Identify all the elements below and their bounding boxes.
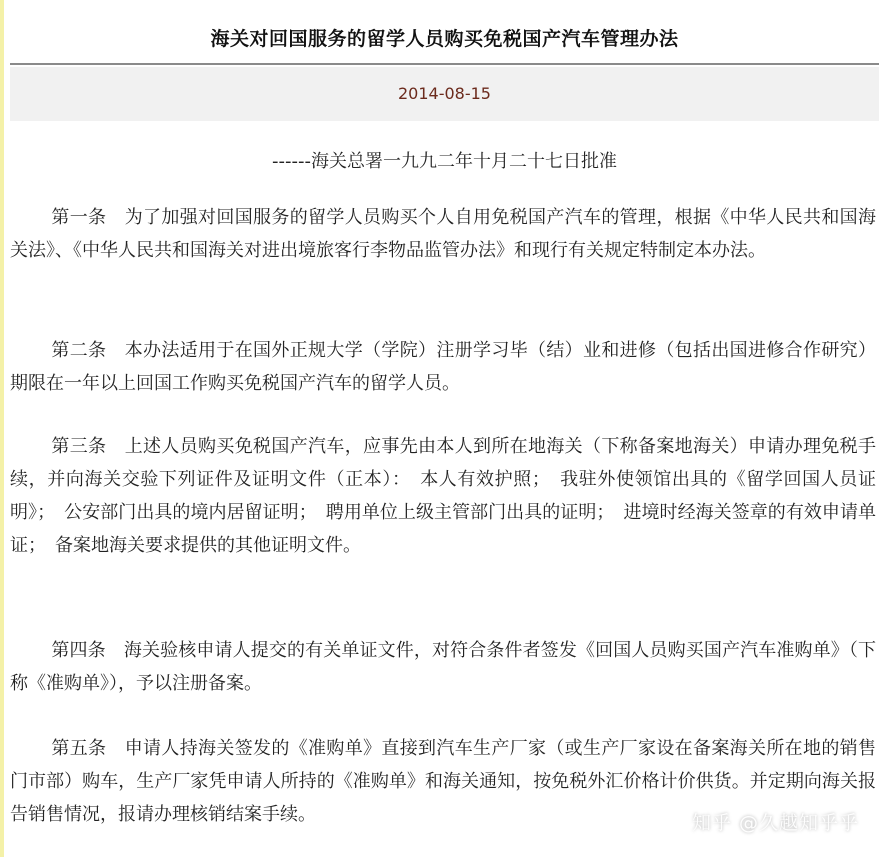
left-border: [0, 0, 4, 857]
document-page: [10, 0, 879, 857]
article-2: 第二条 本办法适用于在国外正规大学（学院）注册学习毕（结）业和进修（包括出国进修合作研究）期限在一年以上回国工作购买免税国产汽车的留学人员。: [10, 340, 876, 394]
article-4: 第四条 海关验核申请人提交的有关单证文件，对符合条件者签发《回国人员购买国产汽车准购单》（下称《准购单》），予以注册备案。: [10, 640, 876, 694]
page-title: 海关对回国服务的留学人员购买免税国产汽车管理办法: [210, 28, 679, 50]
article-1: 第一条 为了加强对回国服务的留学人员购买个人自用免税国产汽车的管理，根据《中华人民共和国海关法》、《中华人民共和国海关对进出境旅客行李物品监管办法》和现行有关规定特制定本办法。: [10, 207, 876, 261]
zhihu-watermark: 知乎 @久越知乎乎: [691, 812, 859, 834]
approval-subtitle: ------海关总署一九九二年十月二十七日批准: [272, 151, 617, 172]
publish-date: 2014-08-15: [10, 67, 879, 121]
title-divider: [10, 63, 879, 65]
article-5: 第五条 申请人持海关签发的《准购单》直接到汽车生产厂家（或生产厂家设在备案海关所在地的销售门市部）购车，生产厂家凭申请人所持的《准购单》和海关通知，按免税外汇价格计价供货。并定期向海关报告销售情况，报请办理核销结案手续。: [10, 738, 876, 825]
article-3: 第三条 上述人员购买免税国产汽车，应事先由本人到所在地海关（下称备案地海关）申请办理免税手续，并向海关交验下列证件及证明文件（正本）： 本人有效护照； 我驻外使领馆出具的《留学回国人员证明》； 公安部门出具的境内居留证明； 聘用单位上级主管部门出具的证明； 进境时经海关签章的有效申请单证； 备案地海关要求提供的其他证明文件。: [10, 436, 876, 556]
